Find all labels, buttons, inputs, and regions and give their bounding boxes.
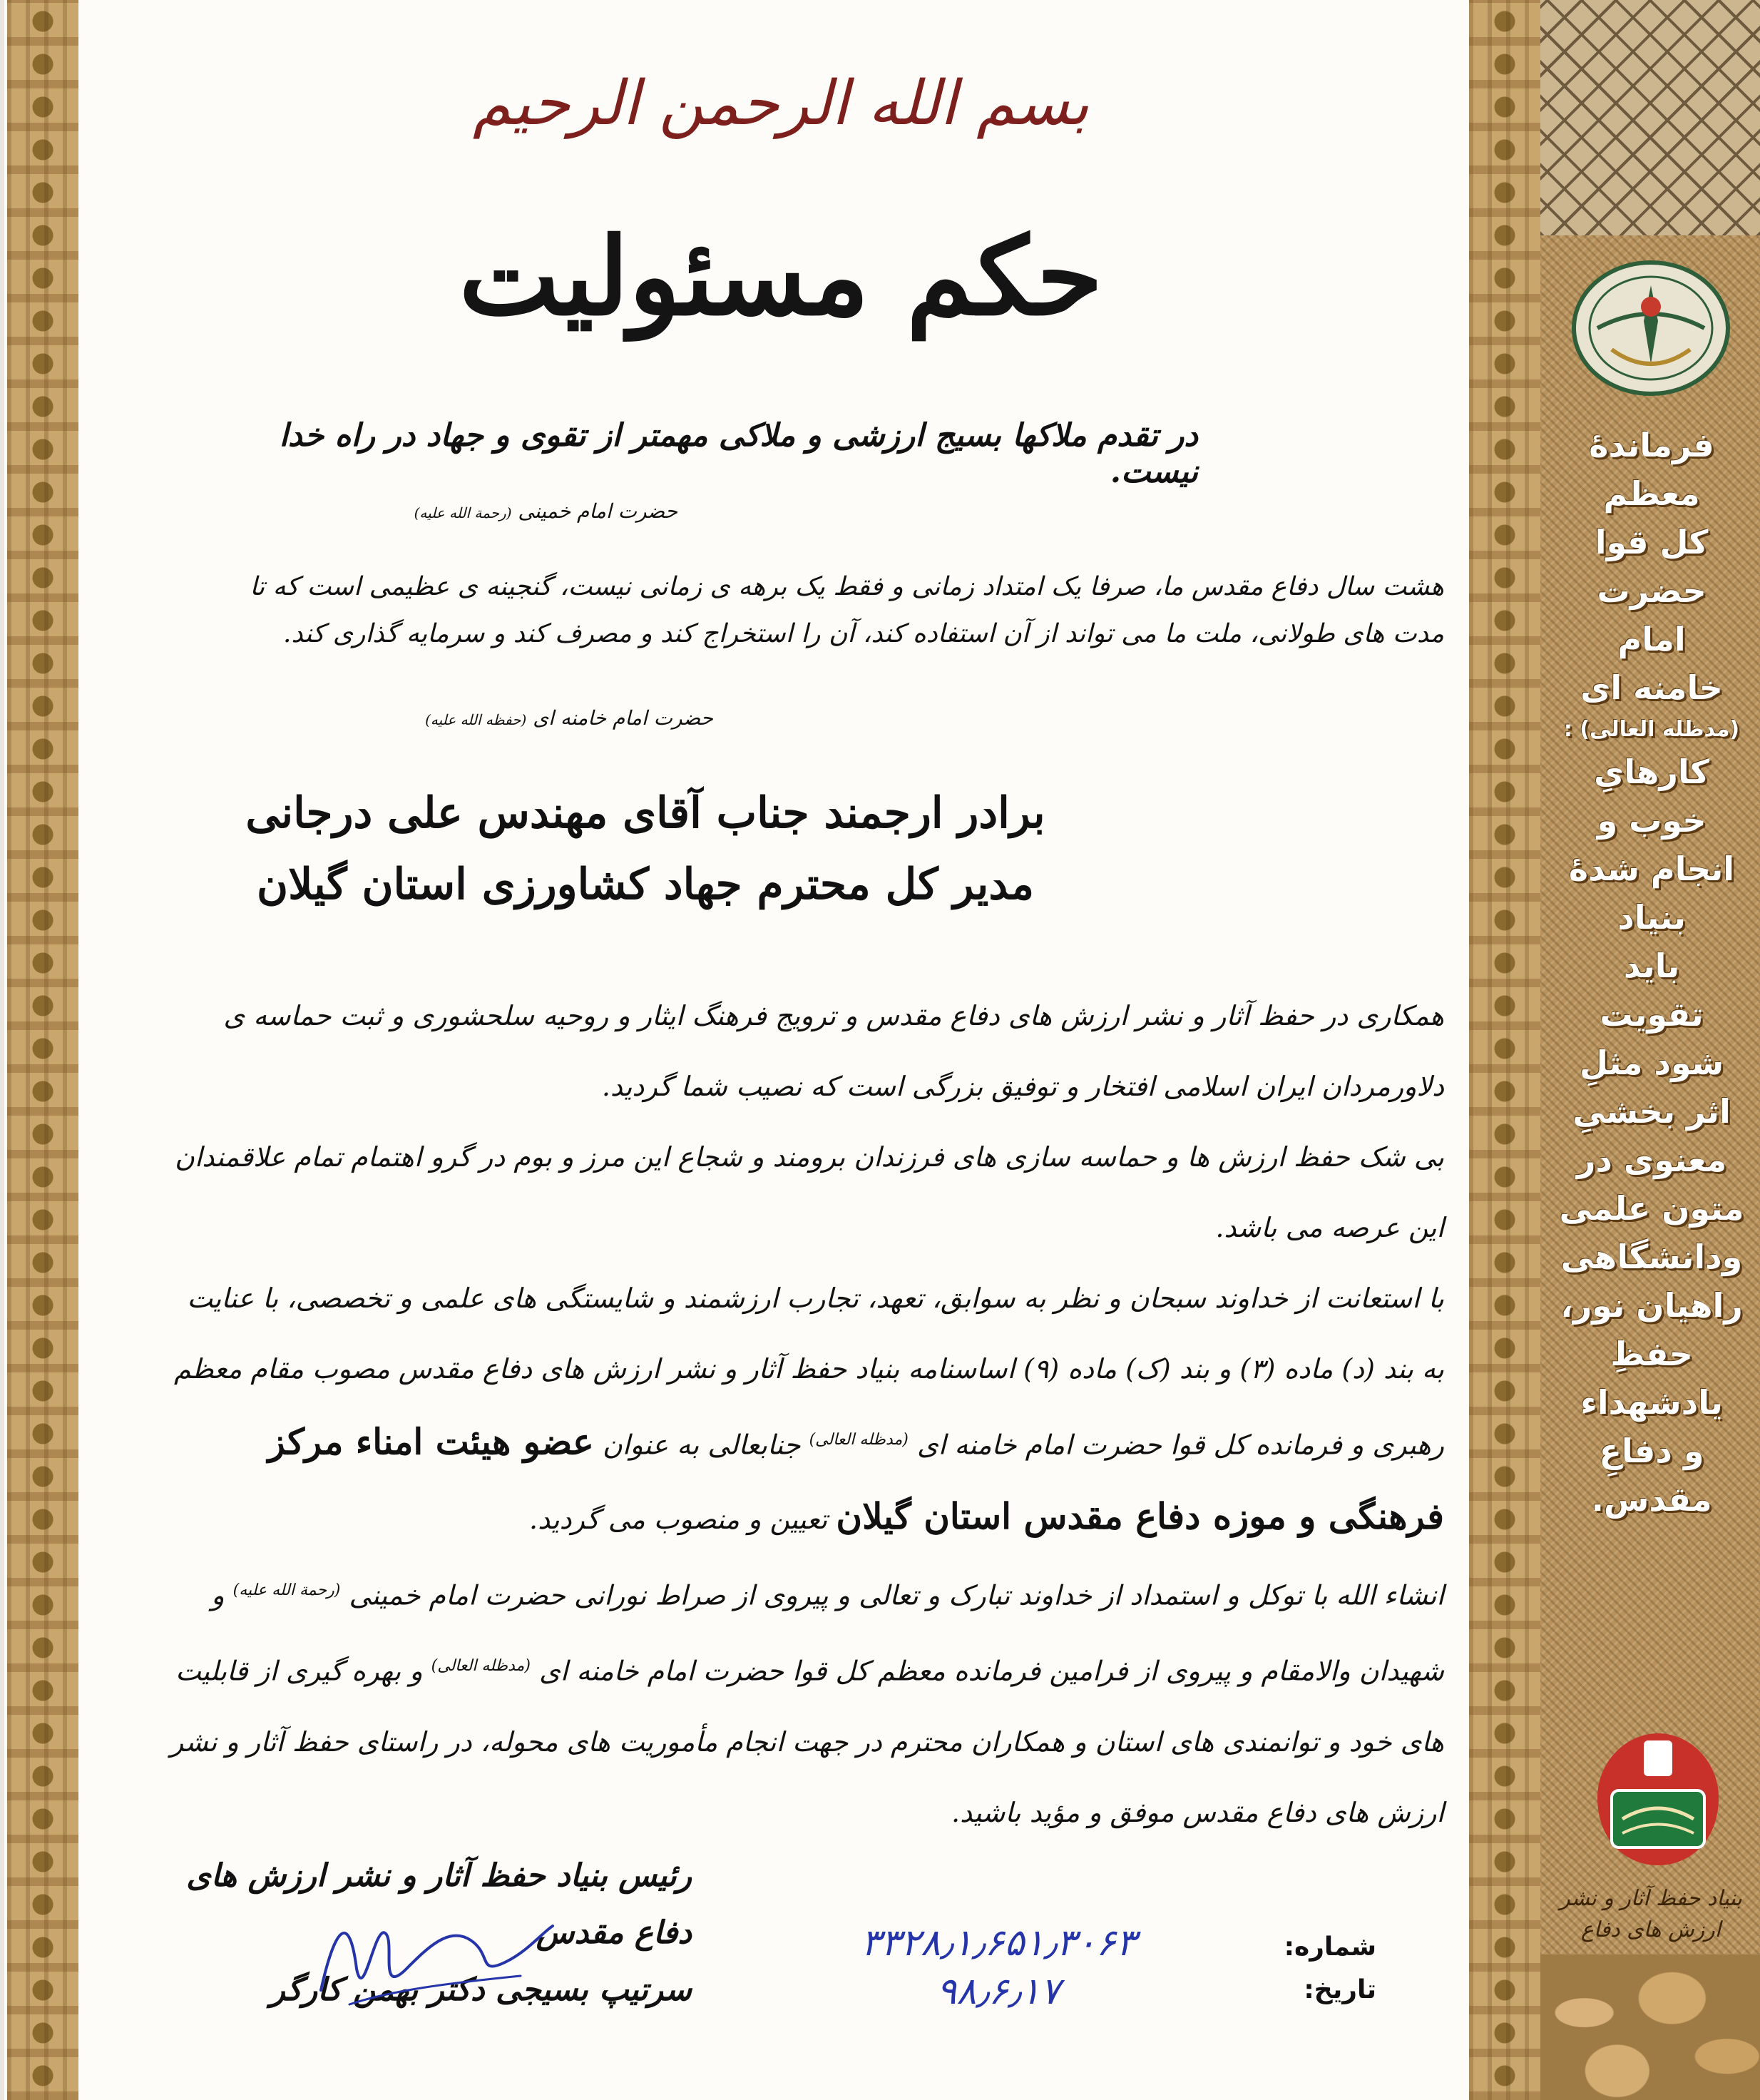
side-quote-body-line: ودانشگاهی <box>1560 1238 1743 1276</box>
appointment-title: عضو هیئت امناء مرکز فرهنگی و موزه دفاع مقدس استان گیلان <box>267 1420 1444 1537</box>
side-quote-line: خامنه ای <box>1580 668 1723 707</box>
body-text-segment: تعیین و منصوب می گردید. <box>529 1503 828 1535</box>
side-quote-line: فرماندهٔ <box>1589 426 1714 464</box>
body-text-segment: و بهره گیری از قابلیت های خود و توانمندی های استان و همکاران محترم در جهت انجام مأموریت های محوله، در راستای حفظ آثار و نشر ارزش های دفاع مقدس موفق و مؤید باشید. <box>170 1655 1444 1828</box>
honorific: (مدظله العالی) <box>431 1657 531 1676</box>
scan-edge <box>0 0 4 2100</box>
side-quote-body-line: یادشهداء <box>1580 1383 1723 1422</box>
epigraph-attribution-2 <box>250 706 713 730</box>
camouflage-net-image <box>1540 0 1760 235</box>
certificate-body <box>160 981 1444 1848</box>
date-label: تاریخ: <box>1304 1975 1376 2004</box>
attribution-name: حضرت امام خامنه ای <box>533 706 713 730</box>
sandbags-image <box>1540 1954 1760 2100</box>
side-quote-body-line: متون علمی <box>1559 1189 1744 1228</box>
reference-date: ۹۸٫۶٫۱۷ <box>936 1970 1060 2013</box>
recipient-block <box>235 778 1055 920</box>
attribution-honorific: (حفظه الله علیه) <box>425 711 527 728</box>
epigraph-quote-2: هشت سال دفاع مقدس ما، صرفا یک امتداد زمانی و فقط یک برهه ی زمانی نیست، گنجینه ی عظیمی است که تا مدت های طولانی، ملت ما می تواند از آن استفاده کند، آن را استخراج کند و مصرف کند و سرمایه گذاری کند. <box>250 572 1444 648</box>
side-quote-body-line: راهیان نور، <box>1560 1286 1743 1325</box>
body-text-segment: و شهیدان والامقام و پیروی از فرامین فرمانده معظم کل قوا حضرت امام خامنه ای <box>211 1579 1444 1687</box>
attribution-name: حضرت امام خمینی <box>518 499 677 523</box>
body-paragraph <box>160 1555 1444 1848</box>
right-decorative-border <box>1469 0 1540 2100</box>
side-quote-honorific: (مدظله العالی) : <box>1563 717 1740 742</box>
armed-forces-emblem-icon <box>1569 257 1733 399</box>
body-text-segment: انشاء الله با توکل و استمداد از خداوند تبارک و تعالی و پیروی از صراط نورانی حضرت امام خمینی <box>349 1579 1444 1611</box>
body-text-segment: با استعانت از خداوند سبحان و نظر به سوابق، تعهد، تجارب ارزشمند و شایستگی های علمی و تخصصی، با عنایت به بند (د) ماده (۳) و بند (ک) ماده (۹) اساسنامه بنیاد حفظ آثار و نشر ارزش های دفاع مقدس مصوب مقام معظم رهبری و فرمانده کل قوا حضرت امام خامنه ای <box>174 1283 1444 1461</box>
attribution-honorific: (رحمة الله علیه) <box>414 504 512 521</box>
certificate-content <box>107 0 1455 2100</box>
side-quote-body-line: کارهایِ <box>1594 753 1709 791</box>
side-quote-body-line: بنیاد <box>1617 898 1686 937</box>
reference-number: ۳۳۲۸٫۱٫۶۵۱٫۳۰۶۳ <box>861 1922 1136 1964</box>
side-quote-body-line: مقدس. <box>1591 1480 1712 1519</box>
foundation-logo-icon <box>1590 1726 1726 1869</box>
bismillah-heading: بسم الله الرحمن الرحیم <box>472 68 1090 139</box>
number-label: شماره: <box>1284 1932 1376 1962</box>
side-quote-line: کل قوا <box>1595 523 1709 561</box>
signatory-title: رئیس بنیاد حفظ آثار و نشر ارزش های دفاع مقدس <box>186 1857 692 1951</box>
body-paragraph <box>160 1263 1444 1555</box>
reference-labels <box>1234 1926 1376 2012</box>
honorific: (مدظله العالی) <box>809 1431 909 1449</box>
epigraph-attribution-1 <box>250 499 677 523</box>
epigraph-quote-1: در تقدم ملاکها بسیج ارزشی و ملاکی مهمتر از تقوی و جهاد در راه خدا نیست. <box>279 417 1198 490</box>
side-quote-body-line: باید <box>1623 947 1680 985</box>
foundation-name: بنیاد حفظ آثار و نشر ارزش های دفاع <box>1560 1886 1742 1942</box>
honorific: (رحمة الله علیه) <box>232 1581 341 1599</box>
side-leader-quote <box>1552 421 1751 1524</box>
body-text-segment: جنابعالی به عنوان <box>602 1429 801 1461</box>
side-quote-body-line: حفظِ <box>1610 1335 1693 1373</box>
side-quote-body-line: خوب و <box>1597 801 1707 840</box>
left-decorative-border <box>7 0 78 2100</box>
side-quote-body-line: شود مثلِ <box>1579 1044 1724 1082</box>
recipient-name: برادر ارجمند جناب آقای مهندس علی درجانی <box>245 788 1045 838</box>
handwritten-signature <box>307 1883 563 2026</box>
side-quote-line: حضرت <box>1597 571 1707 610</box>
side-quote-body-line: معنوی در <box>1576 1141 1727 1179</box>
body-paragraph: همکاری در حفظ آثار و نشر ارزش های دفاع مقدس و ترویج فرهنگ ایثار و روحیه سلحشوری و ثبت حماسه ی دلاورمردان ایران اسلامی افتخار و توفیق بزرگی است که نصیب شما گردید. <box>223 1000 1444 1102</box>
side-quote-body-line: اثر بخشیِ <box>1572 1092 1731 1131</box>
body-paragraph: بی شک حفظ ارزش ها و حماسه سازی های فرزندان برومند و شجاع این مرز و بوم در گرو اهتمام تمام علاقمندان این عرصه می باشد. <box>174 1141 1444 1243</box>
recipient-position: مدیر کل محترم جهاد کشاورزی استان گیلان <box>257 860 1034 909</box>
side-quote-body-line: انجام شدهٔ <box>1568 850 1735 888</box>
reference-values <box>777 1919 1219 2016</box>
page-title: حکم مسئولیت <box>459 214 1103 340</box>
side-quote-line: امام <box>1617 620 1686 658</box>
side-quote-body-line: و دفاعِ <box>1599 1432 1704 1470</box>
side-quote-line: معظم <box>1603 474 1700 513</box>
side-panel <box>1540 0 1760 2100</box>
side-quote-body-line: تقویت <box>1600 995 1704 1034</box>
signatory-name: سرتیپ بسیجی دکتر بهمن کارگر <box>270 1972 692 2008</box>
